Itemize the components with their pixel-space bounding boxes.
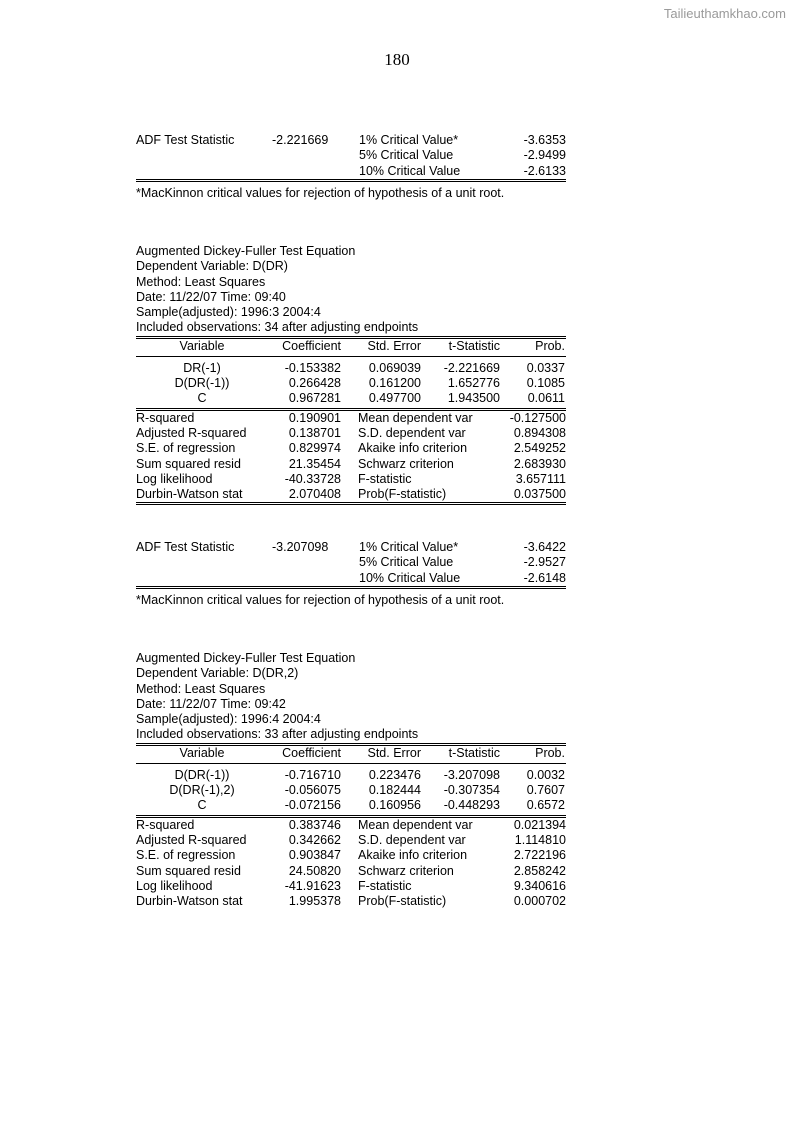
stat-label: Prob(F-statistic) <box>358 894 447 909</box>
stat-label: S.E. of regression <box>136 848 236 863</box>
cell: 0.223476 <box>368 767 421 782</box>
crit-label: 10% Critical Value <box>359 570 461 585</box>
cell: 0.497700 <box>368 391 421 406</box>
observations: Included observations: 33 after adjusting endpoints <box>136 727 419 742</box>
regression-table <box>136 336 566 506</box>
cell: -0.716710 <box>284 767 341 782</box>
method: Method: Least Squares <box>136 681 266 696</box>
column-header: t-Statistic <box>448 745 500 760</box>
stat-label: Schwarz criterion <box>358 456 454 471</box>
stat-label: Log likelihood <box>136 471 213 486</box>
stat-label: Durbin-Watson stat <box>136 894 243 909</box>
adf-test-block-1 <box>136 133 566 505</box>
cell: 0.0032 <box>526 767 565 782</box>
table-header-row <box>136 339 566 357</box>
column-header: Variable <box>179 338 225 353</box>
crit-label: 5% Critical Value <box>359 148 454 163</box>
stat-label: F-statistic <box>358 878 412 893</box>
table-row <box>136 361 566 376</box>
stat-label: Log likelihood <box>136 878 213 893</box>
column-header: Coefficient <box>282 338 341 353</box>
equation-title: Augmented Dickey-Fuller Test Equation <box>136 651 356 665</box>
crit-value: -3.6353 <box>523 133 566 147</box>
stat-value: 3.657111 <box>515 471 566 486</box>
stats-row <box>136 457 566 472</box>
stat-value: 0.190901 <box>288 410 341 425</box>
cell: 0.7607 <box>526 783 565 798</box>
stats-row <box>136 441 566 456</box>
cell: -3.207098 <box>443 767 500 782</box>
table-row <box>136 798 566 813</box>
cell: 0.266428 <box>288 376 341 391</box>
adf-stat-label: ADF Test Statistic <box>136 540 235 554</box>
stat-label: Prob(F-statistic) <box>358 487 447 502</box>
adf-stat-value: -2.221669 <box>272 133 329 147</box>
page-number: 180 <box>384 50 410 69</box>
stat-value: 2.549252 <box>513 441 566 456</box>
watermark: Tailieuthamkhao.com <box>663 6 786 21</box>
regression-table <box>136 743 566 910</box>
crit-value: -2.6148 <box>523 570 566 585</box>
crit-value: -3.6422 <box>523 540 566 554</box>
cell: 0.967281 <box>288 391 341 406</box>
cell: D(DR(-1),2) <box>169 783 235 798</box>
stat-label: S.E. of regression <box>136 441 236 456</box>
cell: -0.072156 <box>284 798 341 813</box>
adf-stat-value: -3.207098 <box>272 540 329 554</box>
crit-value: -2.6133 <box>523 163 566 178</box>
stat-value: -0.127500 <box>509 410 566 425</box>
stat-value: 2.722196 <box>513 848 566 863</box>
observations: Included observations: 34 after adjusting endpoints <box>136 320 419 335</box>
stats-row <box>136 864 566 879</box>
crit-label: 1% Critical Value* <box>359 540 459 554</box>
stat-label: Akaike info criterion <box>358 848 468 863</box>
stat-label: Adjusted R-squared <box>136 425 247 440</box>
date-time: Date: 11/22/07 Time: 09:40 <box>136 289 286 304</box>
cell: C <box>197 391 207 406</box>
stat-value: 2.858242 <box>513 863 566 878</box>
column-header: Std. Error <box>367 745 421 760</box>
equation-header <box>136 651 566 743</box>
stats-section <box>136 408 566 506</box>
crit-value: -2.9499 <box>523 148 566 163</box>
cell: 0.161200 <box>368 376 421 391</box>
stat-label: Adjusted R-squared <box>136 832 247 847</box>
stat-label: Schwarz criterion <box>358 863 454 878</box>
stat-label: Sum squared resid <box>136 863 241 878</box>
stat-value: 0.829974 <box>288 441 341 456</box>
cell: D(DR(-1)) <box>174 376 230 391</box>
stat-value: 0.000702 <box>513 894 566 909</box>
cell: 0.0337 <box>526 360 565 375</box>
cell: DR(-1) <box>183 360 221 375</box>
cell: -2.221669 <box>443 360 500 375</box>
crit-value: -2.9527 <box>523 555 566 570</box>
stat-value: 0.903847 <box>288 848 341 863</box>
table-row <box>136 376 566 391</box>
stat-value: 0.037500 <box>513 487 566 502</box>
cell: -0.056075 <box>284 783 341 798</box>
stats-row <box>136 472 566 487</box>
cell: 0.182444 <box>368 783 421 798</box>
column-header: Std. Error <box>367 338 421 353</box>
stat-label: R-squared <box>136 410 195 425</box>
cell: 0.1085 <box>526 376 565 391</box>
stat-label: R-squared <box>136 817 195 832</box>
stats-row <box>136 833 566 848</box>
stat-value: 21.35454 <box>288 456 341 471</box>
stat-value: 0.383746 <box>288 817 341 832</box>
stat-value: 0.021394 <box>513 817 566 832</box>
sample: Sample(adjusted): 1996:4 2004:4 <box>136 712 321 727</box>
adf-summary-table <box>136 540 566 589</box>
cell: -0.307354 <box>443 783 500 798</box>
table-row <box>136 768 566 783</box>
crit-label: 10% Critical Value <box>359 163 461 178</box>
stat-label: Durbin-Watson stat <box>136 487 243 502</box>
stat-value: -41.91623 <box>284 878 341 893</box>
stats-row <box>136 818 566 833</box>
cell: 0.069039 <box>368 360 421 375</box>
adf-summary-table <box>136 133 566 182</box>
stat-label: Akaike info criterion <box>358 441 468 456</box>
cell: -0.153382 <box>284 360 341 375</box>
stat-label: Sum squared resid <box>136 456 241 471</box>
cell: 0.0611 <box>527 391 565 406</box>
stat-value: 2.070408 <box>288 487 341 502</box>
stat-value: 0.138701 <box>288 425 341 440</box>
stats-row <box>136 426 566 441</box>
cell: -0.448293 <box>443 798 500 813</box>
stats-row <box>136 487 566 505</box>
column-header: Prob. <box>535 338 565 353</box>
equation-header <box>136 244 566 336</box>
mackinnon-note: *MacKinnon critical values for rejection of hypothesis of a unit root. <box>136 593 505 607</box>
cell: D(DR(-1)) <box>174 767 230 782</box>
cell: 1.652776 <box>447 376 500 391</box>
dependent-variable: Dependent Variable: D(DR,2) <box>136 666 299 681</box>
cell: 1.943500 <box>447 391 500 406</box>
stats-section <box>136 815 566 910</box>
stats-row <box>136 879 566 894</box>
stat-value: 1.114810 <box>514 832 566 847</box>
column-header: t-Statistic <box>448 338 500 353</box>
adf-test-block-2 <box>136 540 566 909</box>
stat-value: 1.995378 <box>288 894 341 909</box>
equation-title: Augmented Dickey-Fuller Test Equation <box>136 244 356 258</box>
stat-label: S.D. dependent var <box>358 425 466 440</box>
stats-row <box>136 894 566 909</box>
crit-label: 1% Critical Value* <box>359 133 459 147</box>
stat-label: Mean dependent var <box>358 817 473 832</box>
table-row <box>136 783 566 798</box>
stat-value: 0.894308 <box>513 425 566 440</box>
column-header: Prob. <box>535 745 565 760</box>
stat-label: S.D. dependent var <box>358 832 466 847</box>
dependent-variable: Dependent Variable: D(DR) <box>136 259 288 274</box>
stat-label: F-statistic <box>358 471 412 486</box>
stat-label: Mean dependent var <box>358 410 473 425</box>
crit-label: 5% Critical Value <box>359 555 454 570</box>
stats-row <box>136 848 566 863</box>
method: Method: Least Squares <box>136 274 266 289</box>
stat-value: 24.50820 <box>288 863 341 878</box>
adf-stat-label: ADF Test Statistic <box>136 133 235 147</box>
table-row <box>136 391 566 406</box>
stats-row <box>136 411 566 426</box>
cell: 0.6572 <box>526 798 565 813</box>
column-header: Variable <box>179 745 225 760</box>
stat-value: 0.342662 <box>288 832 341 847</box>
date-time: Date: 11/22/07 Time: 09:42 <box>136 696 286 711</box>
table-header-row <box>136 746 566 764</box>
mackinnon-note: *MacKinnon critical values for rejection of hypothesis of a unit root. <box>136 186 505 200</box>
cell: C <box>197 798 207 813</box>
cell: 0.160956 <box>368 798 421 813</box>
stat-value: 2.683930 <box>513 456 566 471</box>
stat-value: -40.33728 <box>284 471 341 486</box>
stat-value: 9.340616 <box>513 878 566 893</box>
sample: Sample(adjusted): 1996:3 2004:4 <box>136 305 321 320</box>
column-header: Coefficient <box>282 745 341 760</box>
